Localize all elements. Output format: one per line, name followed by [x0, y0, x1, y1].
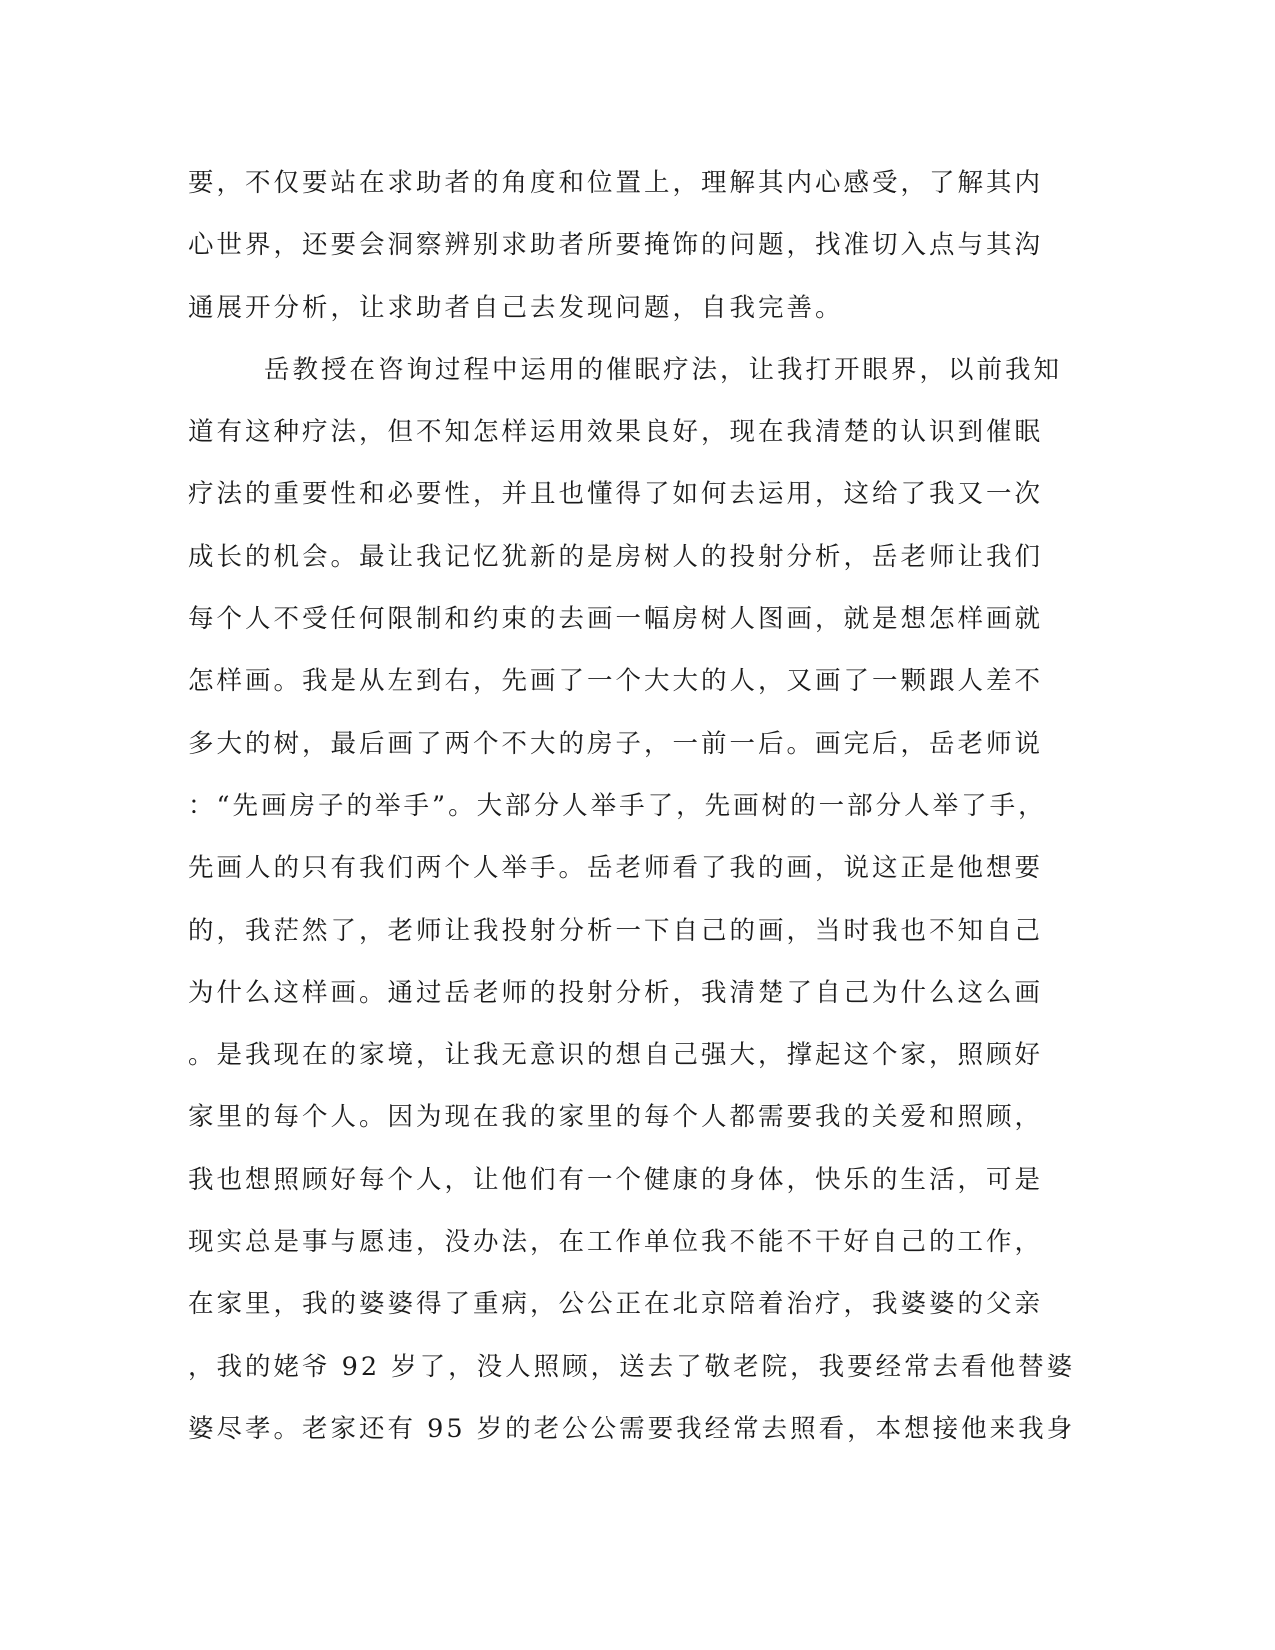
text-line: 。是我现在的家境，让我无意识的想自己强大，撑起这个家，照顾好 — [188, 1040, 1044, 1071]
text-line: 要，不仅要站在求助者的角度和位置上，理解其内心感受，了解其内 — [188, 168, 1044, 198]
text-line: ：“先画房子的举手”。大部分人举手了，先画树的一部分人举了手， — [188, 790, 1047, 821]
text-line: 我也想照顾好每个人，让他们有一个健康的身体，快乐的生活，可是 — [188, 1164, 1044, 1195]
text-line: 为什么这样画。通过岳老师的投射分析，我清楚了自己为什么这么画 — [188, 977, 1044, 1008]
text-line: 心世界，还要会洞察辨别求助者所要掩饰的问题，找准切入点与其沟 — [188, 230, 1044, 261]
text-line: 现实总是事与愿违，没办法，在工作单位我不能不干好自己的工作， — [188, 1227, 1044, 1258]
paragraph-first-line: 岳教授在咨询过程中运用的催眠疗法，让我打开眼界，以前我知 — [264, 354, 1063, 385]
text-line: 疗法的重要性和必要性，并且也懂得了如何去运用，这给了我又一次 — [188, 479, 1044, 510]
text-line: 在家里，我的婆婆得了重病，公公正在北京陪着治疗，我婆婆的父亲 — [188, 1289, 1044, 1320]
text-line: 的，我茫然了，老师让我投射分析一下自己的画，当时我也不知自己 — [188, 915, 1044, 946]
text-line: 婆尽孝。老家还有 95 岁的老公公需要我经常去照看，本想接他来我身 — [188, 1413, 1076, 1444]
text-line: 每个人不受任何限制和约束的去画一幅房树人图画，就是想怎样画就 — [188, 604, 1044, 635]
text-line: 道有这种疗法，但不知怎样运用效果良好，现在我清楚的认识到催眠 — [188, 417, 1044, 448]
text-line: 先画人的只有我们两个人举手。岳老师看了我的画，说这正是他想要 — [188, 853, 1044, 884]
body-text — [188, 160, 1076, 1468]
text-line: 家里的每个人。因为现在我的家里的每个人都需要我的关爱和照顾， — [188, 1102, 1044, 1133]
text-line: 通展开分析，让求助者自己去发现问题，自我完善。 — [188, 292, 844, 323]
text-line: 怎样画。我是从左到右，先画了一个大大的人，又画了一颗跟人差不 — [188, 666, 1044, 697]
text-line: 成长的机会。最让我记忆犹新的是房树人的投射分析，岳老师让我们 — [188, 541, 1044, 572]
text-line: 多大的树，最后画了两个不大的房子，一前一后。画完后，岳老师说 — [188, 728, 1044, 759]
text-line: ，我的姥爷 92 岁了，没人照顾，送去了敬老院，我要经常去看他替婆 — [188, 1351, 1076, 1382]
